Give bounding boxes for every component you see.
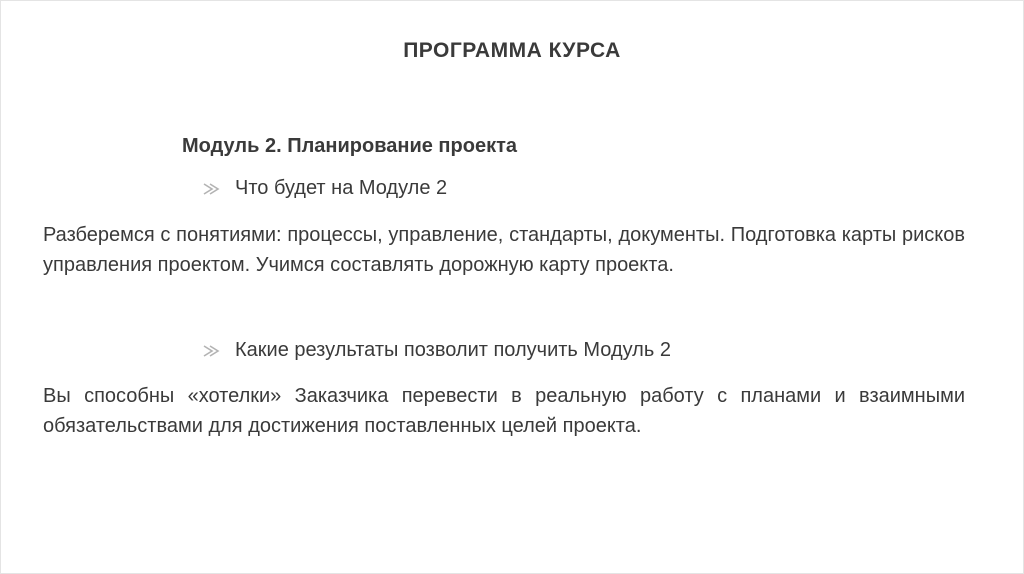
module-heading: Модуль 2. Планирование проекта xyxy=(182,135,517,157)
paragraph-results: Вы способны «хотелки» Заказчика перевести в реальную работу с планами и взаимными обязательствами для достижения поставленных целей проекта. xyxy=(43,385,965,437)
bullet-item-results xyxy=(201,339,671,362)
slide-title: ПРОГРАММА КУРСА xyxy=(403,39,621,62)
arrow-right-icon xyxy=(201,343,223,359)
bullet-item-what xyxy=(201,177,447,200)
arrow-right-icon xyxy=(201,181,223,197)
paragraph-description: Разберемся с понятиями: процессы, управление, стандарты, документы. Подготовка карты рисков управления проектом. Учимся составлять дорожную карту проекта. xyxy=(43,224,965,276)
bullet-label: Какие результаты позволит получить Модуль 2 xyxy=(235,339,671,361)
bullet-label: Что будет на Модуле 2 xyxy=(235,177,448,199)
